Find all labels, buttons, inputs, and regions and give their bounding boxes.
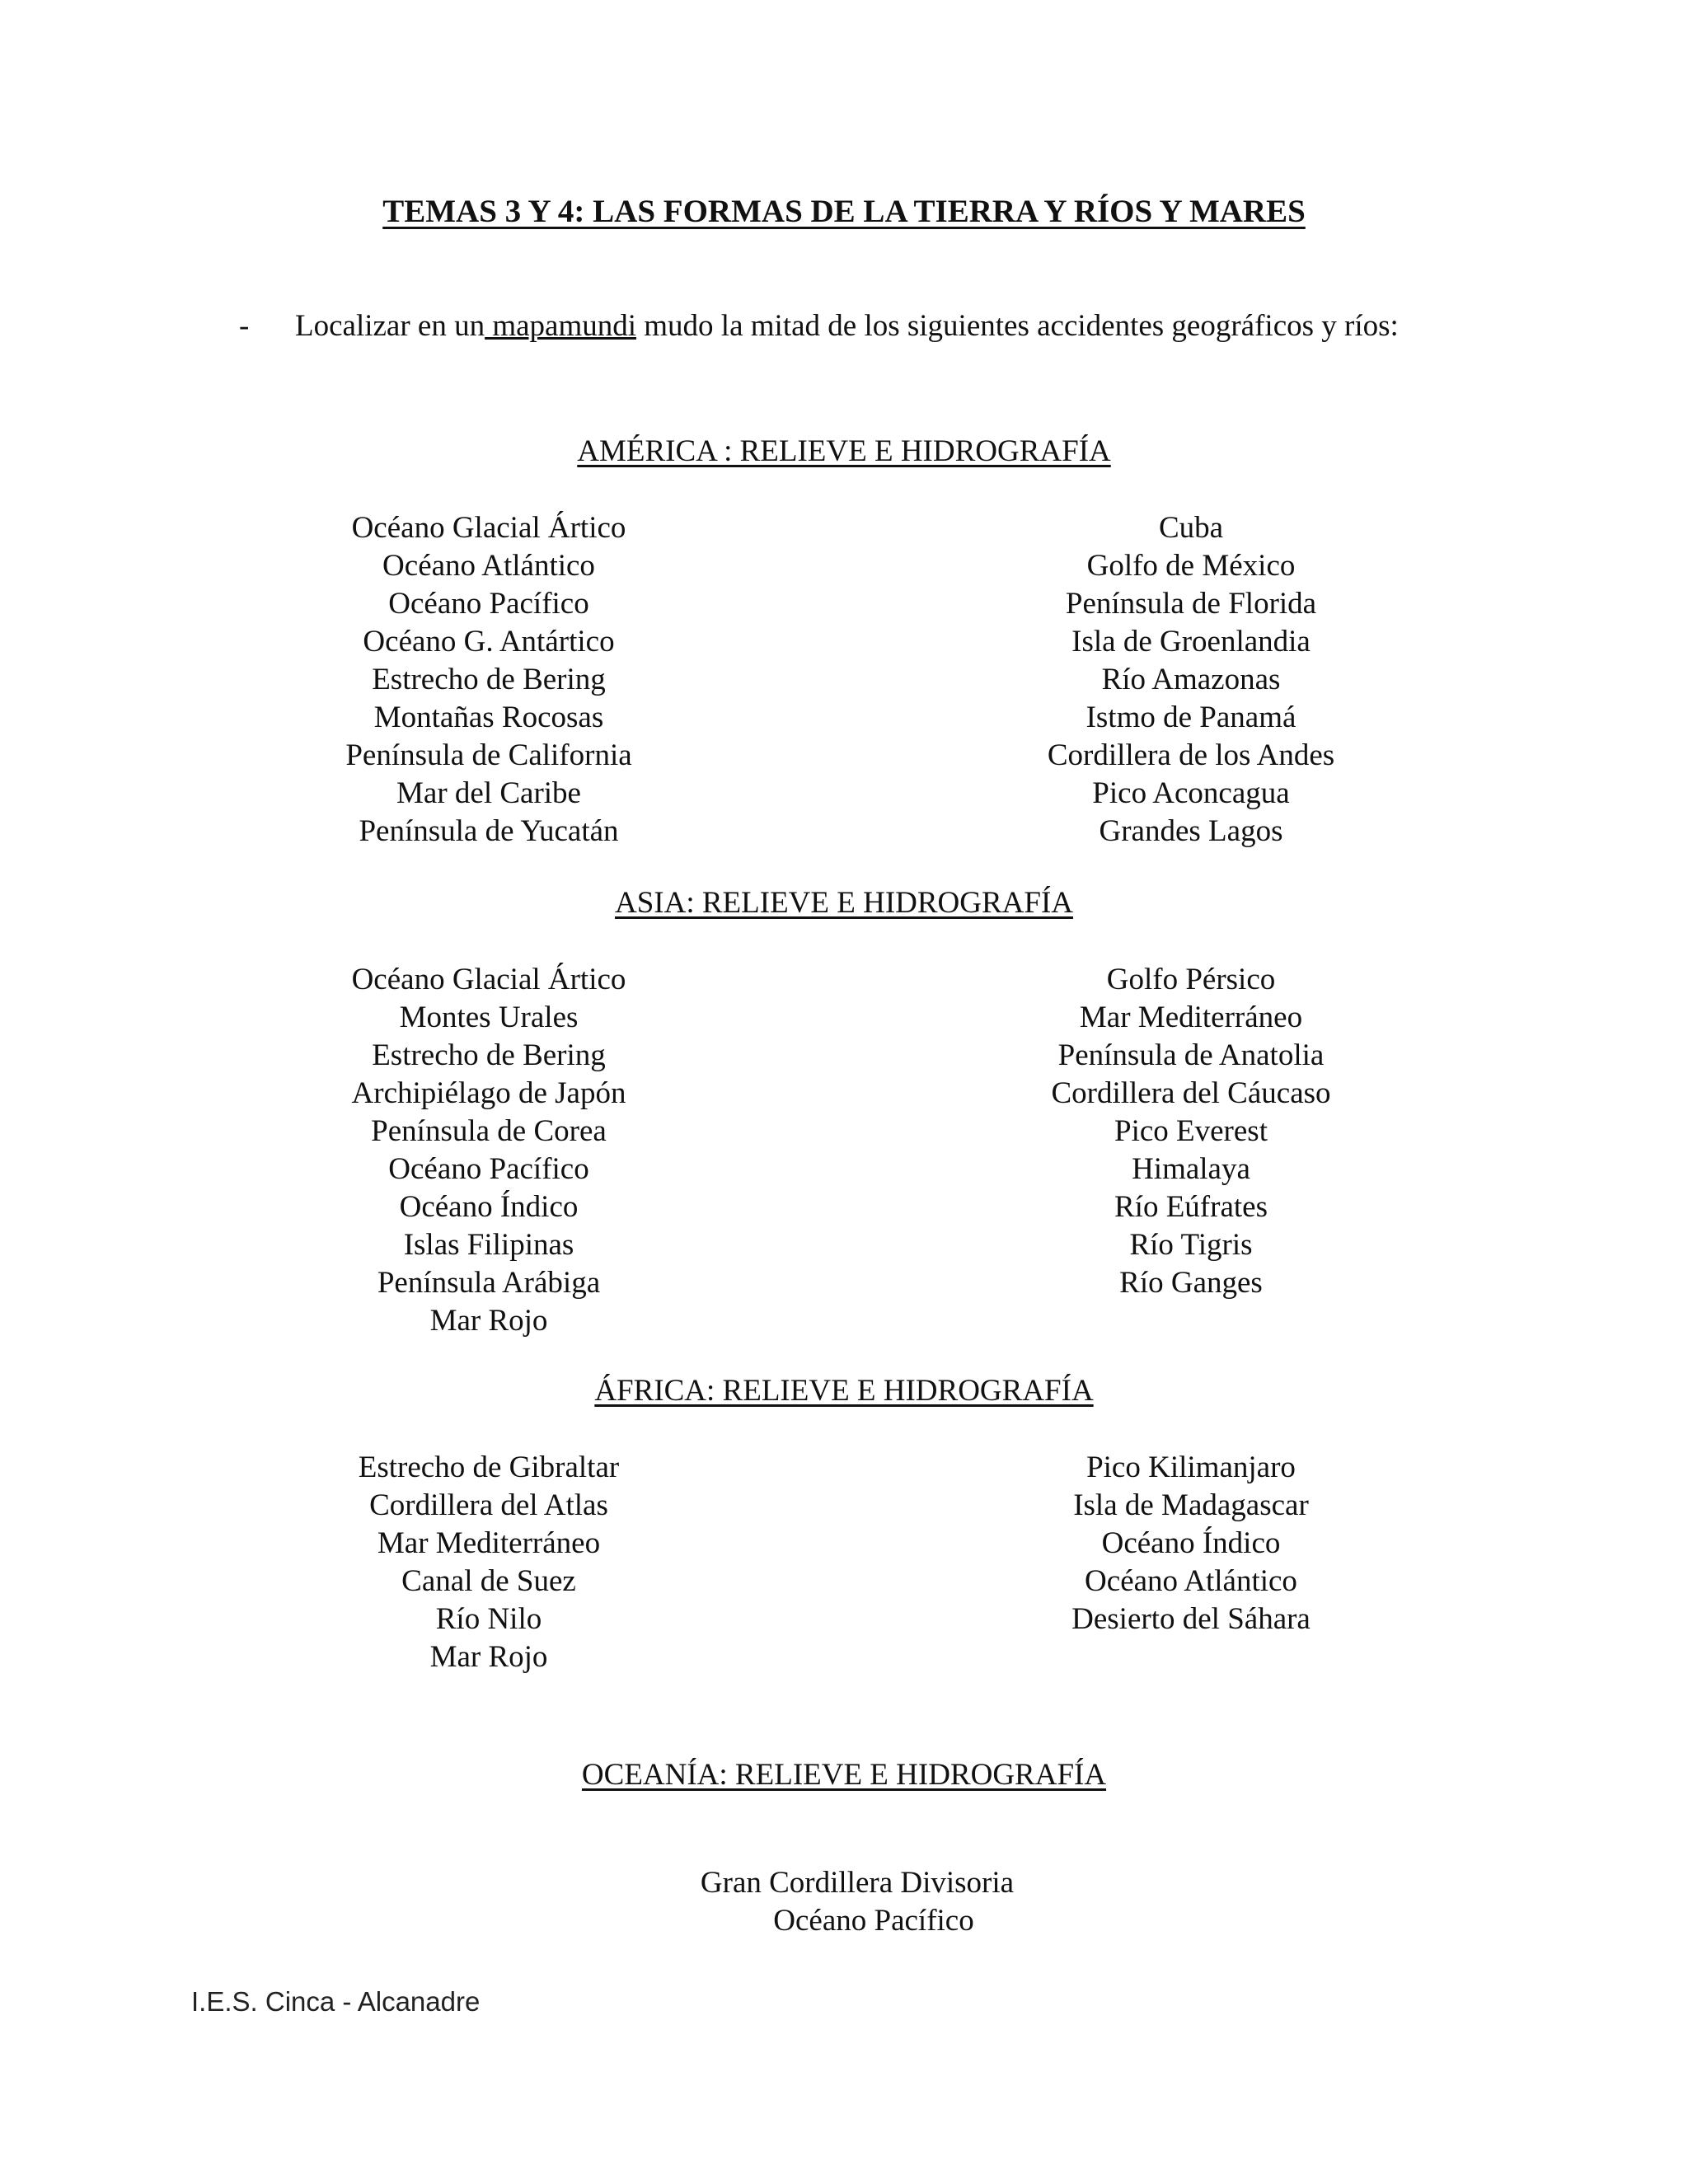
list-item: Península de Florida [1065,587,1317,621]
list-item: Cuba [1158,511,1224,545]
list-item: Golfo Pérsico [1106,963,1276,996]
section-heading-asia: ASIA: RELIEVE E HIDROGRAFÍA [615,886,1073,920]
list-item: Montañas Rocosas [373,701,604,734]
oceania-list [643,1864,1071,1940]
footer-school-name: I.E.S. Cinca - Alcanadre [191,1986,481,2017]
america-left-list [324,509,654,851]
list-item: Península de Anatolia [1057,1038,1325,1072]
list-item: Océano Atlántico [382,549,595,583]
list-item: Península de California [345,738,632,772]
instruction-text [295,307,1475,345]
list-item: Isla de Madagascar [1073,1488,1309,1522]
list-item: Estrecho de Bering [372,1038,606,1072]
list-item: Desierto del Sáhara [1071,1602,1311,1636]
list-item: Océano Glacial Ártico [351,963,626,996]
list-item: Mar Mediterráneo [1079,1001,1303,1034]
instruction-text-end: mudo la mitad de los siguientes accidentes geográficos y ríos: [636,309,1399,343]
list-item: Cordillera de los Andes [1047,738,1335,772]
list-item: Cordillera del Atlas [369,1488,608,1522]
list-item: Mar Mediterráneo [377,1526,601,1560]
instruction-text-start: Localizar en un [295,309,485,343]
list-item: Golfo de México [1086,549,1296,583]
list-item: Montes Urales [399,1001,579,1034]
page-title: TEMAS 3 Y 4: LAS FORMAS DE LA TIERRA Y RÍOS Y MARES [382,194,1306,229]
list-item: Océano Índico [1101,1526,1281,1560]
section-heading-oceania: OCEANÍA: RELIEVE E HIDROGRAFÍA [581,1758,1107,1792]
list-item: Río Amazonas [1101,663,1281,696]
africa-right-list [1010,1449,1372,1638]
list-item: Océano Índico [399,1190,579,1224]
list-item: Mar Rojo [429,1304,548,1338]
list-item: Canal de Suez [401,1564,576,1598]
list-item: Río Eúfrates [1114,1190,1268,1224]
africa-left-list [324,1449,654,1676]
list-item: Península de Corea [371,1114,607,1148]
list-item: Pico Aconcagua [1092,776,1290,810]
list-item: Islas Filipinas [403,1228,574,1262]
list-item: Océano Glacial Ártico [351,511,626,545]
asia-right-list [1010,961,1372,1302]
list-item: Río Tigris [1129,1228,1253,1262]
list-item: Grandes Lagos [1099,814,1283,848]
list-item: Estrecho de Bering [372,663,606,696]
list-item: Estrecho de Gibraltar [358,1451,620,1484]
list-item: Istmo de Panamá [1085,701,1296,734]
list-item: Mar del Caribe [396,776,581,810]
list-item: Mar Rojo [429,1640,548,1674]
list-item: Océano Pacífico [388,1152,589,1186]
list-item: Océano Pacífico [388,587,589,621]
list-item: Península Arábiga [377,1266,601,1300]
america-right-list [1010,509,1372,851]
list-item: Cordillera del Cáucaso [1051,1076,1331,1110]
list-item: Pico Everest [1114,1114,1268,1148]
list-item: Océano G. Antártico [363,625,615,658]
list-item: Península de Yucatán [359,814,619,848]
list-item: Himalaya [1132,1152,1250,1186]
list-item: Océano Atlántico [1085,1564,1297,1598]
list-item: Río Ganges [1119,1266,1263,1300]
list-item: Océano Pacífico [773,1904,974,1938]
list-item: Archipiélago de Japón [351,1076,626,1110]
section-heading-africa: ÁFRICA: RELIEVE E HIDROGRAFÍA [594,1374,1094,1408]
list-item: Gran Cordillera Divisoria [700,1866,1015,1900]
list-item: Río Nilo [435,1602,542,1636]
list-item: Pico Kilimanjaro [1086,1451,1296,1484]
list-item: Isla de Groenlandia [1071,625,1311,658]
bullet-dash: - [239,309,250,343]
instruction-underlined-word: mapamundi [485,309,637,343]
asia-left-list [324,961,654,1340]
instruction-paragraph [239,307,1475,345]
section-heading-america: AMÉRICA : RELIEVE E HIDROGRAFÍA [577,434,1111,468]
